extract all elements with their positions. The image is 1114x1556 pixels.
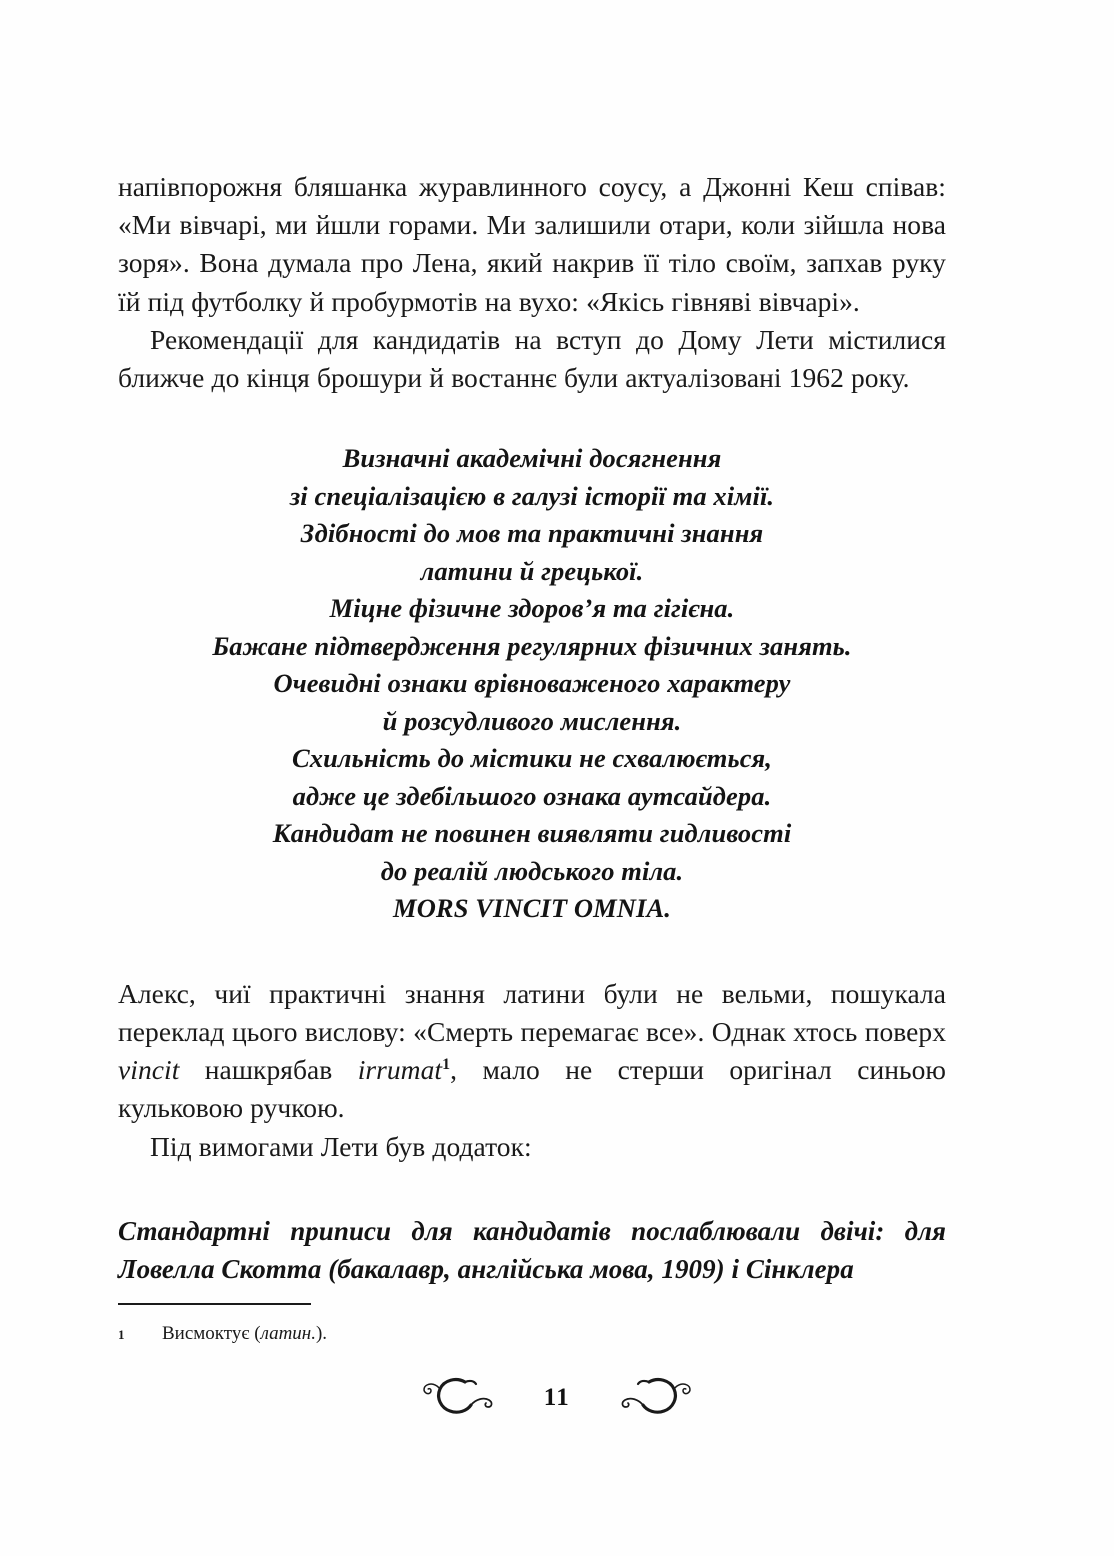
footnote-text <box>162 1321 327 1347</box>
flourish-left-icon <box>418 1372 514 1422</box>
footnote-text-after: ). <box>315 1323 328 1344</box>
verse-line: Очевидні ознаки врівноваженого характеру <box>273 668 791 699</box>
paragraph-recommendations: Рекомендації для кандидатів на вступ до Дому Лети містилися ближче до кінця брошури й востаннє були актуалізовані 1962 року. <box>118 323 946 394</box>
verse-line: Схильність до містики не схвалюється, <box>291 743 773 774</box>
verse-line: Міцне фізичне здоров’я та гігієна. <box>329 593 735 624</box>
par3-segment-1: Алекс, чиї практичні знання латини були не вельми, пошукала переклад цього вислову: «Смерть перемагає все». Однак хтось поверх <box>118 977 946 1047</box>
verse-line: Визначні академічні досягнення <box>342 443 722 474</box>
page-footer-folio <box>0 1372 1114 1422</box>
par3-segment-2: нашкрябав <box>179 1054 358 1086</box>
footnote-text-before: Висмоктує ( <box>162 1323 261 1344</box>
paragraph-continuation: напівпорожня бляшанка журавлинного соусу, а Джонні Кеш співав: «Ми вівчарі, ми йшли горами. Ми залишили отари, коли зійшла нова зоря». Вона думала про Лена, який накрив її тіло своїм, запхав руку їй під футболку й пробурмотів на вухо: «Якісь гівняві вівчарі». <box>118 171 946 317</box>
verse-line: Здібності до мов та практичні знання <box>300 518 764 549</box>
par3-segment-3: , мало не стерши оригінал синьою кульковою ручкою. <box>118 1054 946 1124</box>
footnote-reference-marker: 1 <box>442 1055 451 1073</box>
latin-word-vincit: vincit <box>118 1054 180 1086</box>
verse-line: Бажане підтвердження регулярних фізичних занять. <box>212 630 852 661</box>
verse-line: й розсудливого мислення. <box>382 705 682 736</box>
verse-spacer <box>118 938 946 975</box>
verse-line: MORS VINCIT OMNIA. <box>393 893 671 924</box>
page-text-block <box>118 168 946 1288</box>
verse-block <box>118 397 946 938</box>
paragraph-appendix-intro: Під вимогами Лети був додаток: <box>150 1130 532 1162</box>
footnote-item <box>118 1321 946 1348</box>
footnote-language-label: латин. <box>260 1323 316 1344</box>
verse-line: Кандидат не повинен виявляти гидливості <box>272 818 792 849</box>
footnote-number: 1 <box>118 1327 125 1342</box>
paragraph-translation <box>118 975 946 1128</box>
verse-line: зі спеціалізацією в галузі історії та хімії. <box>289 480 775 511</box>
page-number: 11 <box>543 1383 571 1411</box>
verse-line: до реалій людського тіла. <box>380 855 684 886</box>
verse-line: латини й грецької. <box>420 555 644 586</box>
block-quote-standard-prescriptions: Стандартні приписи для кандидатів послаблювали двічі: для Ловелла Скотта (бакалавр, англійська мова, 1909) і Сінклера <box>118 1215 946 1284</box>
flourish-right-icon <box>600 1372 696 1422</box>
footnote-area <box>118 1303 946 1348</box>
footnote-separator-rule <box>118 1303 311 1305</box>
latin-word-irrumat: irrumat <box>357 1054 443 1086</box>
verse-line: адже це здебільшого ознака аутсайдера. <box>292 780 772 811</box>
